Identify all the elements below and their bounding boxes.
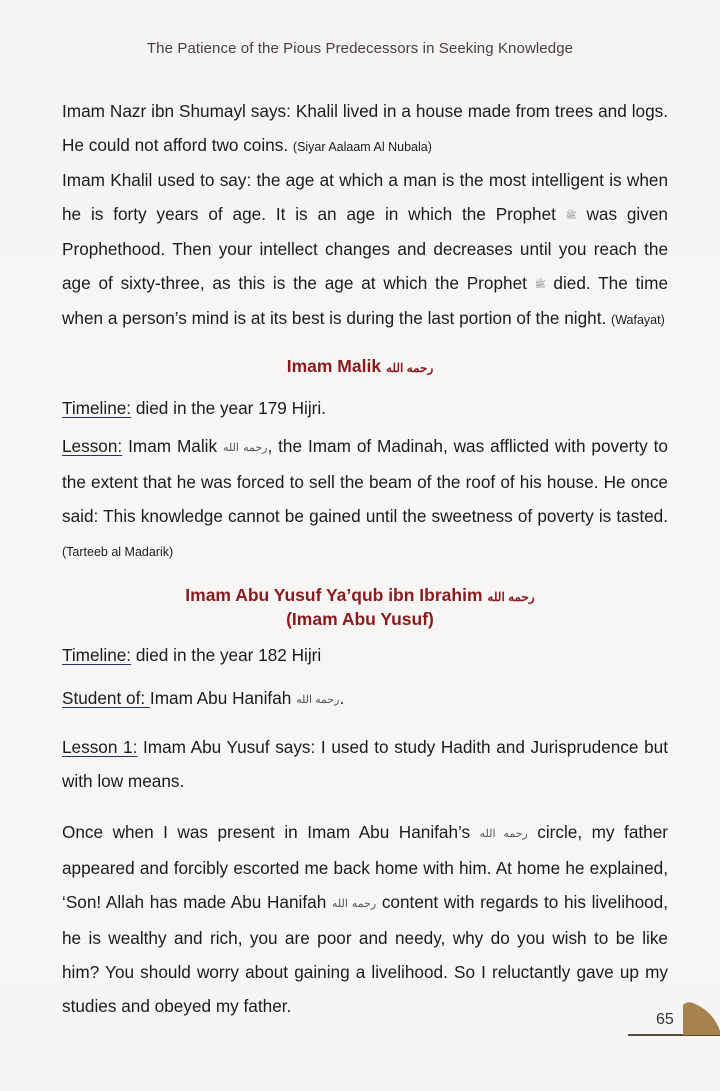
lesson-text: Imam Malik	[122, 436, 218, 456]
story-text: circle, my father appeared and forcibly escorted me back home with him. At home he explained, ‘Son! Allah has made Abu Hanifah	[62, 822, 668, 912]
lesson-label: Lesson 1:	[62, 737, 138, 757]
running-head: The Patience of the Pious Predecessors in Seeking Knowledge	[146, 40, 574, 57]
paragraph-text: Imam Nazr ibn Shumayl says: Khalil lived in a house made from trees and logs. He could not afford two coins.	[62, 101, 668, 155]
honorific-icon: رحمه الله	[487, 590, 535, 604]
timeline-text: died in the year 182 Hijri	[131, 645, 322, 665]
student-end: .	[339, 688, 345, 708]
corner-tab-decoration	[681, 1001, 720, 1035]
timeline-label: Timeline:	[62, 645, 132, 665]
citation: (Wafayat)	[611, 313, 665, 327]
heading-text: Imam Abu Yusuf Ya’qub ibn Ibrahim	[185, 585, 483, 605]
honorific-icon: رحمه الله	[296, 694, 340, 706]
honorific-icon: رحمه الله	[479, 828, 528, 840]
lesson-text: Imam Abu Yusuf says: I used to study Hadith and Jurisprudence but with low means.	[62, 737, 668, 791]
story-text: content with regards to his livelihood, he is wealthy and rich, you are poor and needy, why do you wish to be like him? You should worry about gaining a livelihood. So I reluctantly gave up my studies and obeyed my father.	[62, 892, 669, 1016]
story-text: Once when I was present in Imam Abu Hanifah’s	[62, 822, 471, 842]
malik-lesson	[62, 429, 668, 569]
paragraph-nazr	[62, 94, 668, 164]
timeline-label: Timeline:	[62, 398, 132, 418]
paragraph-text: Imam Khalil used to say: the age at which a man is the most intelligent is when he is forty years of age. It is an age in which the Prophet	[62, 170, 668, 224]
paragraph-text: died. The time when a person’s mind is at its best is during the last portion of the night.	[62, 273, 669, 328]
salawat-icon: ﷺ	[565, 210, 577, 220]
honorific-icon: رحمه الله	[385, 361, 434, 375]
paragraph-text: was given Prophethood. Then your intellect changes and decreases until you reach the age of sixty-three, as this is the age at which the Prophet	[62, 204, 668, 293]
honorific-icon: رحمه الله	[222, 442, 268, 454]
citation: (Siyar Aalaam Al Nubala)	[292, 140, 432, 154]
lesson-text: , the Imam of Madinah, was afflicted with poverty to the extent that he was forced to sell the beam of the roof of his house. He once said: This knowledge cannot be gained until the sweetness of poverty is tasted.	[62, 436, 668, 526]
paragraph-khalil	[62, 163, 668, 337]
heading-subtitle: (Imam Abu Yusuf)	[286, 609, 434, 629]
abu-yusuf-timeline	[62, 638, 668, 672]
citation: (Tarteeb al Madarik)	[62, 545, 174, 559]
abu-yusuf-story	[62, 815, 668, 1023]
honorific-icon: رحمه الله	[331, 898, 377, 910]
abu-yusuf-student-of	[62, 681, 668, 717]
student-text: Imam Abu Hanifah	[149, 688, 292, 708]
abu-yusuf-lesson-1	[62, 730, 668, 798]
section-heading-abu-yusuf	[0, 584, 720, 630]
lesson-label: Lesson:	[62, 436, 123, 456]
page-number: 65	[656, 1011, 674, 1028]
section-heading-malik	[0, 355, 720, 379]
salawat-icon: ﷺ	[534, 279, 546, 289]
timeline-text: died in the year 179 Hijri.	[131, 398, 326, 418]
malik-timeline	[62, 391, 668, 425]
student-label: Student of:	[62, 688, 150, 708]
heading-text: Imam Malik	[286, 356, 382, 376]
